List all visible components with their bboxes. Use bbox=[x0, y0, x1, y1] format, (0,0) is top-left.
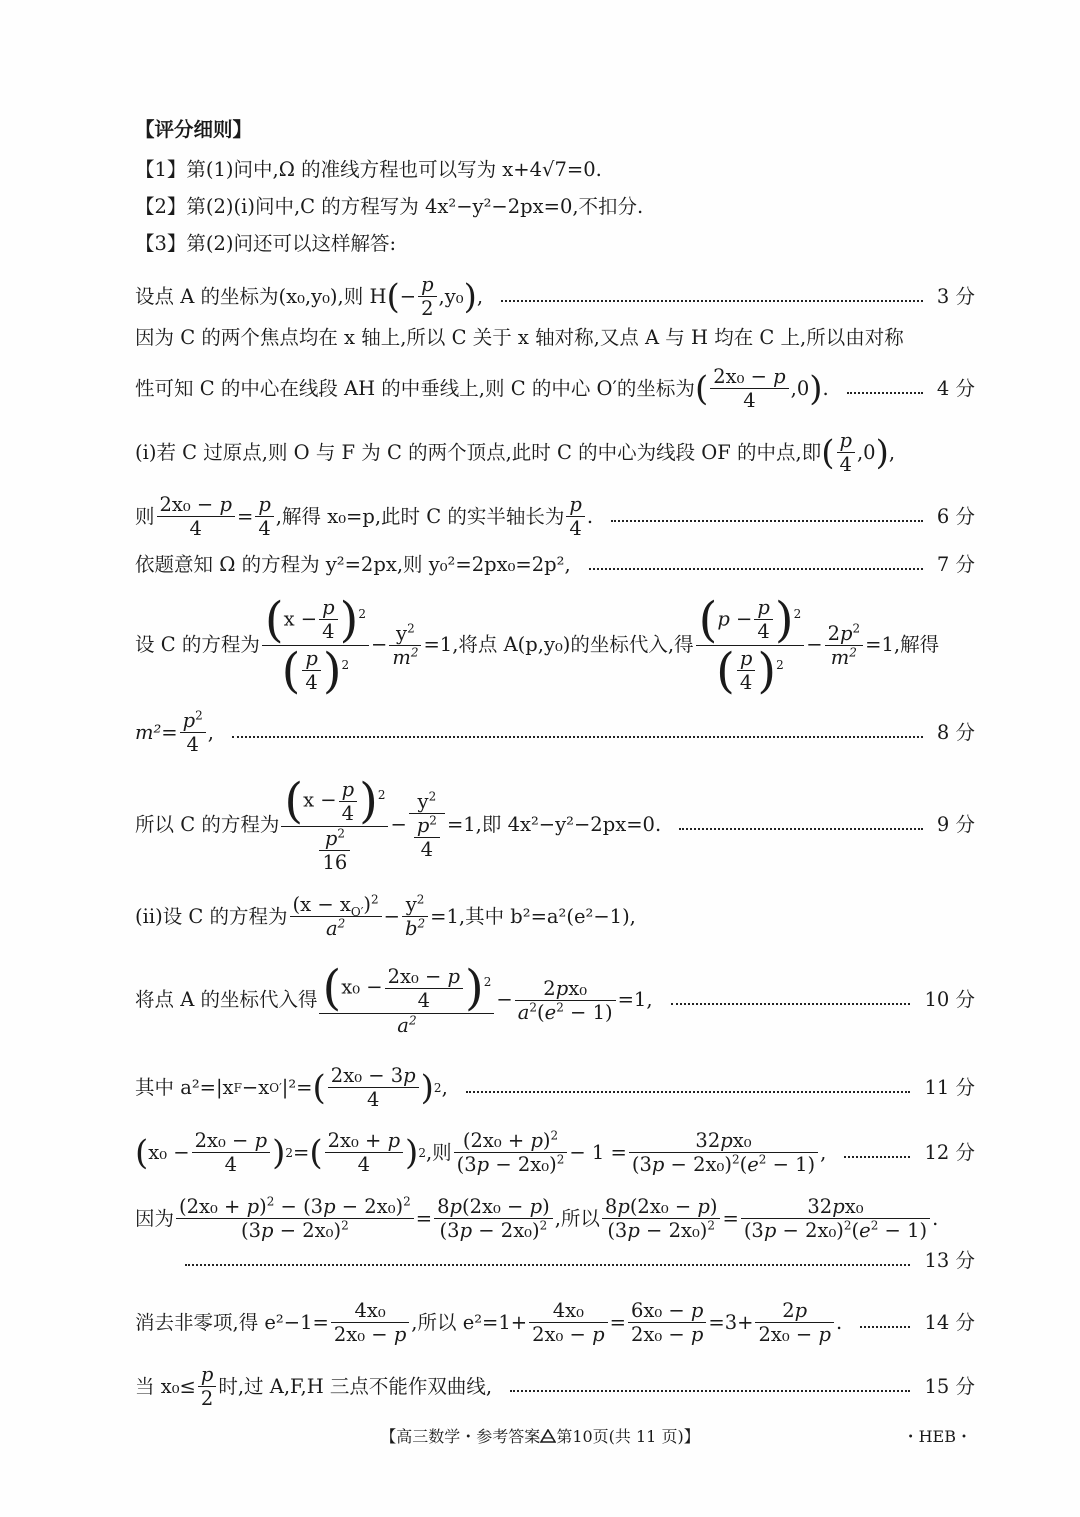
score-3: 3 分 bbox=[936, 284, 975, 308]
step-6-line: 则 $\frac{\text{2x₀ − p}}{4}$ = $\frac{p}{4}$ ,解得 x₀=p,此时 C 的实半轴长为 $\frac{p}{4}$ . 6 分 bbox=[135, 493, 975, 540]
score-13: 13 分 bbox=[924, 1249, 975, 1272]
note-1: 【1】第(1)问中,Ω 的准线方程也可以写为 x+4√7=0. bbox=[135, 158, 602, 181]
score-10: 10 分 bbox=[924, 988, 975, 1011]
step-10-line: 将点 A 的坐标代入得 (x₀ − $\frac{\text{2x₀ − p}}{4}$ )$^2$ $a^2$ − $\frac{\text{2px₀}}{a^2(e^2 - 1)}$ =1, 10 分 bbox=[135, 960, 975, 1037]
score-6: 6 分 bbox=[936, 504, 975, 528]
triangle-mark-icon bbox=[540, 1429, 556, 1443]
note-2: 【2】第(2)(ⅰ)问中,C 的方程写为 4x²−y²−2px=0,不扣分. bbox=[135, 195, 644, 218]
footer-center: 【高三数学・参考答案 第10页(共 11 页)】 bbox=[380, 1427, 700, 1446]
score-15: 15 分 bbox=[924, 1374, 975, 1398]
score-14: 14 分 bbox=[924, 1310, 975, 1334]
step-11-line: 其中 a²=|x F −x O′ |²= ( $\frac{\text{2x₀ − 3p}}{4}$ ) 2 , 11 分 bbox=[135, 1064, 975, 1111]
score-11: 11 分 bbox=[924, 1075, 975, 1099]
section-heading: 【评分细则】 bbox=[135, 118, 253, 141]
note-3: 【3】第(2)问还可以这样解答: bbox=[135, 232, 397, 255]
score-7: 7 分 bbox=[936, 553, 975, 576]
step-15-line: 当 x₀≤ $\frac{p}{2}$ 时,过 A,F,H 三点不能作双曲线, 15 分 bbox=[135, 1363, 975, 1410]
step-5-line: (ⅰ)若 C 过原点,则 O 与 F 为 C 的两个顶点,此时 C 的中心为线段 OF 的中点,即 ( $\frac{p}{4}$ ,0 ) , bbox=[135, 429, 896, 476]
score-12: 12 分 bbox=[924, 1140, 975, 1164]
score-4: 4 分 bbox=[936, 376, 975, 400]
step-8-line-1: 设 C 的方程为 (x − $\frac{p}{4}$ )$^2$ ( $\frac{p}{4}$ )$^2$ − $\frac{y^2}{m^2}$ =1,将点 A(p,y₀)的坐标代入,得 (p − $\frac{p}{4}$ )$^2$ ( $\frac{p}{4}$ )$^2$ − $\frac{2p^2}{m^2}$ =1,解得 bbox=[135, 591, 940, 699]
score-9: 9 分 bbox=[936, 813, 975, 836]
step-13-line-1: 因为 $\frac{(2x_0 + p)^2 - (3p - 2x_0)^2}{(3p - 2x_0)^2}$ = $\frac{\text{8p(2x₀ − p)}}{(3p - 2x_0)^2}$ ,所以 $\frac{\text{8p(2x₀ − p)}}{(3p - 2x_0)^2}$ = $\frac{\text{32px₀}}{(3p - 2x_0)^2(e^2 - 1)}$ . bbox=[135, 1194, 939, 1242]
score-8: 8 分 bbox=[936, 720, 975, 744]
step-9-line: 所以 C 的方程为 (x − $\frac{p}{4}$ )$^2$ $\frac{p^2}{16}$ − $\frac{y^2}{\frac{p^2}{4}}$ =1,即 4x²−y²−2px=0. 9 分 bbox=[135, 773, 975, 874]
step-4-line-2: 性可知 C 的中心在线段 AH 的中垂线上,则 C 的中心 O′的坐标为 ( $\frac{\text{2x₀ − p}}{4}$ ,0 ) . 4 分 bbox=[135, 365, 975, 412]
step-13-line-2 bbox=[135, 1249, 975, 1273]
step-12-line: ( x₀ − $\frac{\text{2x₀ − p}}{4}$ ) 2 = ( $\frac{\text{2x₀ + p}}{4}$ ) 2 ,则 $\frac{(2x_0 + p)^2}{(3p - 2x_0)^2}$ − 1 = $\frac{\text{32px₀}}{(3p - 2x_0)^2(e^2 - 1)}$ , 12 分 bbox=[135, 1128, 975, 1176]
footer-code: ・HEB・ bbox=[902, 1427, 972, 1446]
step-3-line: 设点 A 的坐标为(x₀,y₀),则 H ( − $\frac{p}{2}$ ,y₀ ) , 3 分 bbox=[135, 273, 975, 320]
step-8-line-2: m²= $\frac{p^2}{4}$ , 8 分 bbox=[135, 708, 975, 756]
step-14-line: 消去非零项,得 e²−1= $\frac{\text{4x₀}}{\text{2x₀ − p}}$ ,所以 e²=1+ $\frac{\text{4x₀}}{\text{2x₀ − p}}$ = $\frac{\text{6x₀ − p}}{\text{2x₀ − p}}$ =3+ $\frac{2p}{\text{2x₀ − p}}$ . 14 分 bbox=[135, 1299, 975, 1346]
step-7-line: 依题意知 Ω 的方程为 y²=2px,则 y₀²=2px₀=2p², 7 分 bbox=[135, 553, 975, 576]
step-9b-line: (ⅱ)设 C 的方程为 $\frac{(x - x_{O'})^2}{a^2}$ − $\frac{y^2}{b^2}$ =1,其中 b²=a²(e²−1), bbox=[135, 892, 636, 940]
step-4-line-1: 因为 C 的两个焦点均在 x 轴上,所以 C 关于 x 轴对称,又点 A 与 H 均在 C 上,所以由对称 bbox=[135, 326, 904, 349]
